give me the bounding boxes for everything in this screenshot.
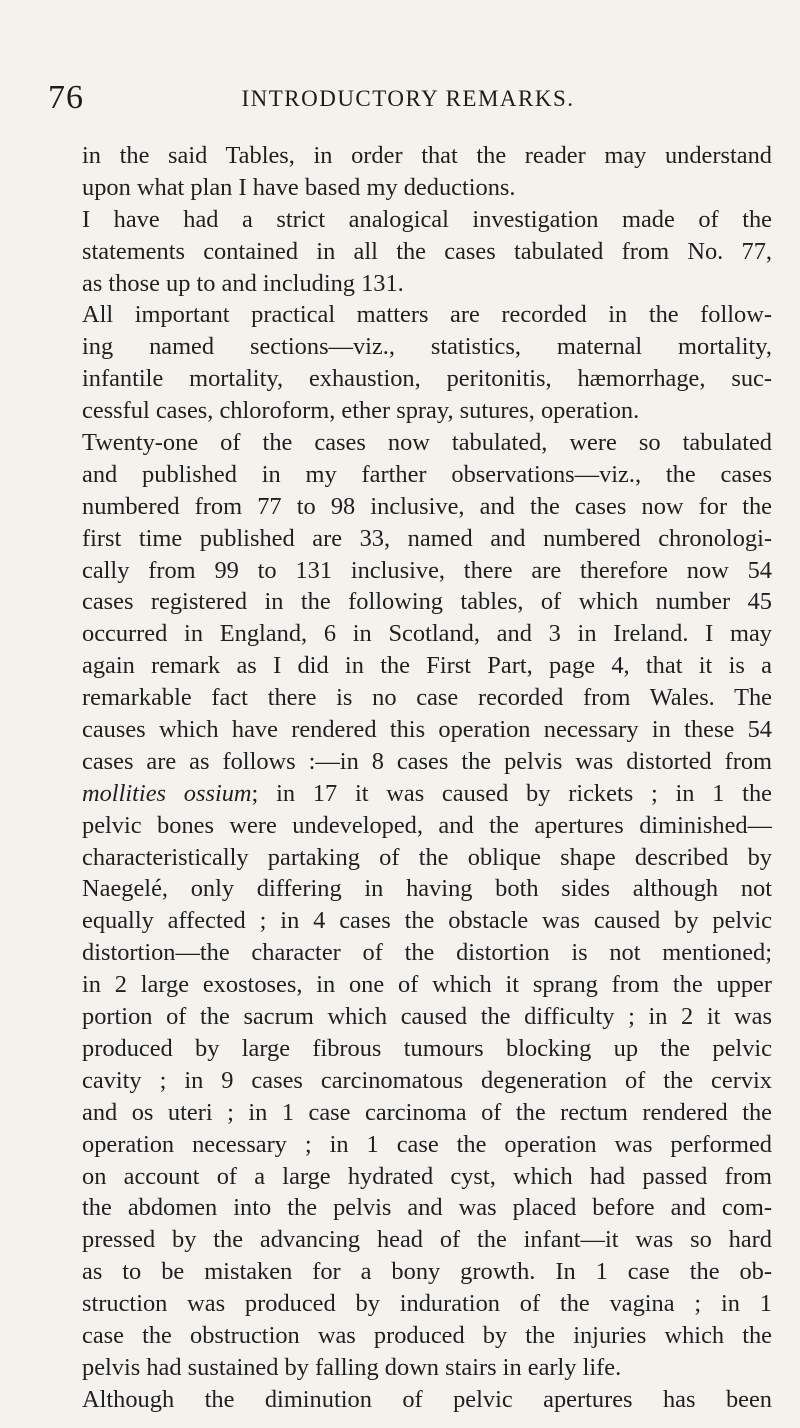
line-text: characteristically partaking of the oblique shape described by [82,843,772,871]
text-line [82,140,772,172]
text-line [82,873,772,905]
line-text: numbered from 77 to 98 inclusive, and the cases now for the [82,492,772,520]
text-line [82,236,772,268]
line-text: in the said Tables, in order that the reader may understand [82,142,772,169]
text-line [82,842,772,874]
text-line [82,905,772,937]
line-text: produced by large fibrous tumours blocking up the pelvic [82,1034,772,1062]
text-line [82,1352,772,1384]
line-text: first time published are 33, named and numbered chronologi- [82,524,772,552]
text-line [82,1129,772,1161]
line-text: remarkable fact there is no case recorded from Wales. The [82,684,772,712]
text-line [82,746,772,778]
running-head: INTRODUCTORY REMARKS. [241,86,575,111]
text-line [82,618,772,650]
line-text: equally affected ; in 4 cases the obstacle was caused by pelvic [82,907,772,935]
line-text: struction was produced by induration of the vagina ; in 1 [82,1290,772,1318]
text-line [82,714,772,746]
line-text: causes which have rendered this operation necessary in these 54 [82,716,772,744]
line-text: on account of a large hydrated cyst, which had passed from [82,1162,772,1190]
page-header [48,78,768,118]
text-line [82,299,772,331]
line-text: infantile mortality, exhaustion, peritonitis, hæmorrhage, suc- [82,365,772,393]
page-number: 76 [48,79,84,116]
text-line [82,1256,772,1288]
body-text [82,140,772,1416]
line-text: case the obstruction was produced by the injuries which the [82,1321,772,1349]
line-text: Naegelé, only differing in having both sides although not [82,875,772,903]
text-line [82,810,772,842]
text-line [82,395,772,427]
text-line [82,331,772,363]
line-text: again remark as I did in the First Part, page 4, that it is a [82,652,772,680]
text-line [82,778,772,810]
line-text: as to be mistaken for a bony growth. In 1 case the ob- [82,1258,772,1286]
text-line [82,523,772,555]
line-text: cessful cases, chloroform, ether spray, sutures, operation. [82,397,640,425]
line-text: and published in my farther observations—viz., the cases [82,460,772,488]
text-line [82,1097,772,1129]
line-text: pelvis had sustained by falling down stairs in early life. [82,1353,622,1381]
line-text: pelvic bones were undeveloped, and the apertures diminished— [82,811,772,839]
text-line [82,363,772,395]
text-line [82,1065,772,1097]
text-line [82,1288,772,1320]
line-text: distortion—the character of the distortion is not mentioned; [82,939,772,967]
line-text: ; in 17 it was caused by rickets ; in 1 the [251,779,772,807]
text-line [82,491,772,523]
line-text: in 2 large exostoses, in one of which it sprang from the upper [82,971,772,999]
text-line [82,1033,772,1065]
text-line [82,1161,772,1193]
text-line [82,1192,772,1224]
line-text: occurred in England, 6 in Scotland, and 3 in Ireland. I may [82,620,772,648]
text-line [82,1001,772,1033]
line-text: Although the diminution of pelvic apertures has been [82,1385,772,1413]
text-line [82,459,772,491]
line-text: All important practical matters are recorded in the follow- [82,301,772,329]
text-line [82,427,772,459]
line-text: pressed by the advancing head of the infant—it was so hard [82,1226,772,1254]
text-line [82,204,772,236]
line-text: ing named sections—viz., statistics, maternal mortality, [82,333,772,361]
line-text: as those up to and including 131. [82,269,404,297]
line-text: the abdomen into the pelvis and was placed before and com- [82,1194,772,1222]
text-line [82,682,772,714]
line-text: and os uteri ; in 1 case carcinoma of the rectum rendered the [82,1098,772,1126]
text-line [82,268,772,300]
text-line [82,1224,772,1256]
text-line [82,586,772,618]
text-line [82,1320,772,1352]
italic-term: mollities ossium [82,779,252,807]
text-line [82,937,772,969]
line-text: cases registered in the following tables, of which number 45 [82,588,772,616]
line-text: statements contained in all the cases tabulated from No. 77, [82,237,772,265]
text-line [82,650,772,682]
text-line [82,555,772,587]
line-text: cavity ; in 9 cases carcinomatous degeneration of the cervix [82,1066,772,1094]
line-text: I have had a strict analogical investigation made of the [82,205,772,233]
text-line [82,969,772,1001]
line-text: upon what plan I have based my deductions. [82,173,516,201]
line-text: cally from 99 to 131 inclusive, there are therefore now 54 [82,556,772,584]
text-line [82,1384,772,1416]
line-text: operation necessary ; in 1 case the operation was performed [82,1130,772,1158]
line-text: portion of the sacrum which caused the difficulty ; in 2 it was [82,1003,772,1031]
line-text: Twenty-one of the cases now tabulated, were so tabulated [82,429,772,457]
text-line [82,172,772,204]
line-text: cases are as follows :—in 8 cases the pelvis was distorted from [82,747,772,775]
